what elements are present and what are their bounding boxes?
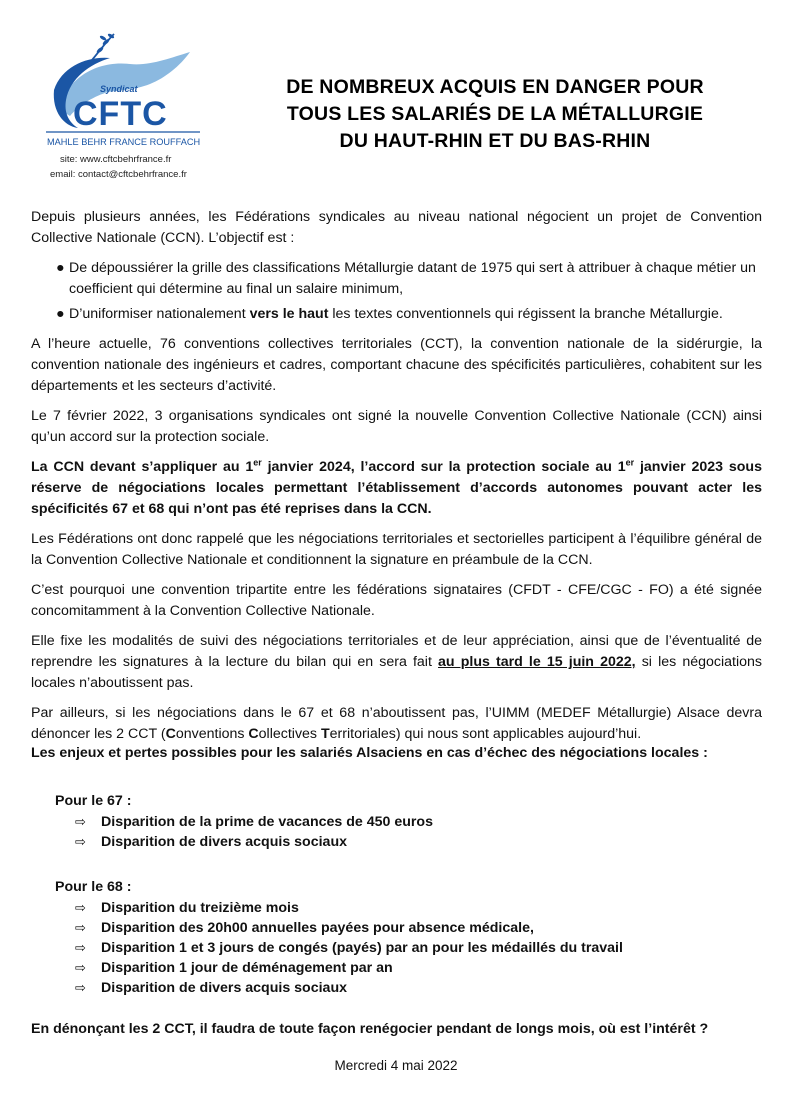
list-item <box>55 978 623 998</box>
list-item <box>55 832 433 852</box>
arrow-right-icon: ⇨ <box>75 920 86 935</box>
group-title: Pour le 67 : <box>55 793 132 809</box>
intro-paragraph: Depuis plusieurs années, les Fédérations syndicales au niveau national négocient un projet de Convention Collective Nationale (CCN). L’objectif est : <box>31 209 762 246</box>
text-run: erritoriales) qui nous sont applicables aujourd’hui. <box>329 726 642 742</box>
deadline-text: au plus tard le 15 juin 2022, <box>438 654 636 670</box>
list-item <box>55 812 433 832</box>
paragraph <box>31 631 762 694</box>
stakes-heading: Les enjeux et pertes possibles pour les salariés Alsaciens en cas d’échec des négociations locales : <box>31 745 708 761</box>
arrow-right-icon: ⇨ <box>75 814 86 829</box>
logo-email-link[interactable]: email: contact@cftcbehrfrance.fr <box>50 169 187 180</box>
conclusion-text: En dénonçant les 2 CCT, il faudra de toute façon renégocier pendant de longs mois, où est l’intérêt ? <box>31 1021 709 1037</box>
cftc-logo <box>40 30 210 190</box>
list-item <box>31 258 762 300</box>
list-item <box>55 938 623 958</box>
list-item <box>55 958 623 978</box>
document-body <box>31 207 762 754</box>
item-text: Disparition des 20h00 annuelles payées pour absence médicale, <box>101 920 534 936</box>
item-text: Disparition de divers acquis sociaux <box>101 834 348 850</box>
item-text: Disparition de divers acquis sociaux <box>101 980 348 996</box>
bullet-text: De dépoussiérer la grille des classifications Métallurgie datant de 1975 qui sert à attribuer à chaque métier un coefficient qui détermine au final un salaire minimum, <box>69 260 756 297</box>
list-item <box>55 898 623 918</box>
initial-letter: C <box>248 726 259 742</box>
list-item <box>31 304 762 325</box>
logo-subtitle: MAHLE BEHR FRANCE ROUFFACH <box>47 137 201 147</box>
paragraph: Le 7 février 2022, 3 organisations syndicales ont signé la nouvelle Convention Collective Nationale (CCN) ainsi qu’un accord sur la protection sociale. <box>31 408 762 445</box>
bullet-emphasis: vers le haut <box>249 306 329 322</box>
logo-small-text: Syndicat <box>100 84 138 94</box>
page-title <box>230 74 760 155</box>
arrow-right-icon: ⇨ <box>75 960 86 975</box>
paragraph <box>31 703 762 745</box>
item-text: Disparition 1 et 3 jours de congés (payés) par an pour les médaillés du travail <box>101 940 623 956</box>
paragraph: C’est pourquoi une convention tripartite entre les fédérations signataires (CFDT - CFE/CGC - FO) a été signée concomitamment à la Convention Collective Nationale. <box>31 582 762 619</box>
text-run: janvier 2023 sous réserve de négociations locales permettant l’établissement d’accords autonomes pouvant acter les spécificités 67 et 68 qui n’ont pas été reprises dans la CCN. <box>31 459 762 517</box>
bullet-icon: ● <box>56 260 65 276</box>
item-text: Disparition 1 jour de déménagement par an <box>101 960 393 976</box>
arrow-right-icon: ⇨ <box>75 980 86 995</box>
paragraph: Les Fédérations ont donc rappelé que les négociations territoriales et sectorielles participent à l’équilibre général de la Convention Collective Nationale et conditionnent la signature en préambule de la CCN. <box>31 531 762 568</box>
text-run: ollectives <box>258 726 321 742</box>
cftc-emblem <box>40 30 210 155</box>
group-68 <box>55 877 623 998</box>
group-title: Pour le 68 : <box>55 879 132 895</box>
bullet-icon: ● <box>56 306 65 322</box>
text-run: Elle fixe les modalités de suivi des négociations territoriales et de leur appréciation, ainsi que de l’éventualité de reprendre les signatures à la lecture du bilan qui en sera fait <box>31 633 762 670</box>
logo-site-link[interactable]: site: www.cftcbehrfrance.fr <box>60 154 172 165</box>
initial-letter: T <box>320 726 330 742</box>
item-text: Disparition de la prime de vacances de 450 euros <box>101 814 433 830</box>
arrow-right-icon: ⇨ <box>75 834 86 849</box>
list-item <box>55 918 623 938</box>
text-run: Par ailleurs, si les négociations dans le 67 et 68 n’aboutissent pas, l’UIMM (MEDEF Métallurgie) Alsace devra dénoncer les 2 CCT ( <box>31 705 762 742</box>
text-run: onventions <box>175 726 249 742</box>
arrow-right-icon: ⇨ <box>75 900 86 915</box>
highlight-paragraph <box>31 457 762 520</box>
paragraph: A l’heure actuelle, 76 conventions collectives territoriales (CCT), la convention nationale de la sidérurgie, la convention nationale des ingénieurs et cadres, comportant chacune des spécificités particulières, cohabitent sur les départements et les secteurs d’activité. <box>31 336 762 394</box>
text-run: La CCN devant s’appliquer au 1 <box>31 459 254 475</box>
text-run: si les négociations locales n’aboutissent pas. <box>31 654 762 691</box>
superscript: er <box>625 457 635 468</box>
initial-letter: C <box>165 726 176 742</box>
bullet-text: D’uniformiser nationalement <box>69 306 250 322</box>
loss-list <box>55 812 433 852</box>
text-run: janvier 2024, l’accord sur la protection sociale au 1 <box>261 459 626 475</box>
objectives-list <box>31 258 762 325</box>
title-line: DE NOMBREUX ACQUIS EN DANGER POUR <box>286 76 704 98</box>
arrow-right-icon: ⇨ <box>75 940 86 955</box>
document-date: Mercredi 4 mai 2022 <box>334 1058 458 1073</box>
title-line: DU HAUT-RHIN ET DU BAS-RHIN <box>339 130 651 152</box>
superscript: er <box>253 457 262 468</box>
loss-list <box>55 898 623 998</box>
bullet-text: les textes conventionnels qui régissent la branche Métallurgie. <box>328 306 723 322</box>
item-text: Disparition du treizième mois <box>101 900 299 916</box>
logo-name: CFTC <box>73 95 168 133</box>
title-line: TOUS LES SALARIÉS DE LA MÉTALLURGIE <box>286 103 704 125</box>
group-67 <box>55 791 433 852</box>
